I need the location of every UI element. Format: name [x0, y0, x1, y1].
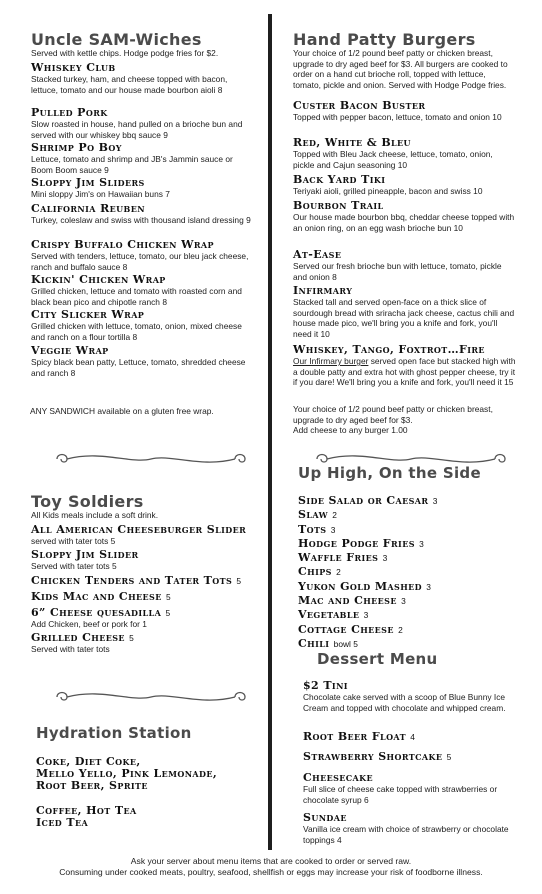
item-price: 5: [165, 608, 171, 618]
item-price: 2: [332, 510, 337, 521]
item-price: 5: [446, 752, 452, 762]
item-desc: Served with tenders, lettuce, tomato, our bleu jack cheese, ranch and buffalo sauce: [31, 251, 249, 272]
menu-item: [31, 107, 253, 140]
section-title-burgers: Hand Patty Burgers: [293, 30, 476, 49]
item-price: 8: [217, 84, 223, 95]
item-desc: Add Chicken, beef or pork for 1: [31, 619, 147, 629]
soft-drinks-line: Coke, Diet Coke,: [36, 755, 141, 768]
item-name: Kickin' Chicken Wrap: [31, 273, 166, 286]
item-price: 8: [162, 296, 167, 307]
item-name: Bourbon Trail: [293, 199, 384, 212]
item-desc: Our house made bourbon bbq, cheddar cheese topped with an onion ring, on an egg wash brioche bun: [293, 212, 515, 233]
menu-item: [31, 142, 253, 175]
menu-item: [31, 309, 253, 342]
cheese-note: Add cheese to any burger 1.00: [293, 425, 408, 435]
item-name: At-Ease: [293, 248, 342, 261]
footer-disclaimer: [0, 856, 542, 878]
item-price: 3: [330, 524, 336, 535]
item-price: 8: [132, 331, 138, 342]
item-price: 10: [397, 159, 408, 170]
item-desc: Served with tater tots: [31, 561, 110, 571]
item-price: 5: [110, 536, 116, 546]
item-desc: Served with tater tots: [31, 644, 110, 654]
menu-item: [303, 772, 519, 805]
item-name: Sloppy Jim Sliders: [31, 176, 145, 189]
list-item: Tots 3: [298, 522, 336, 536]
item-name: Whiskey Club: [31, 61, 116, 74]
item-price: 8: [122, 261, 128, 272]
soft-drinks-line: Root Beer, Sprite: [36, 779, 148, 792]
menu-item: [293, 174, 519, 197]
gluten-free-note: ANY SANDWICH available on a gluten free wrap.: [30, 406, 214, 416]
section-title-drinks: Hydration Station: [36, 724, 192, 742]
menu-item: [303, 731, 519, 743]
item-desc: Stacked turkey, ham, and cheese topped with bacon, lettuce, tomato and our house made bourbon aioli: [31, 74, 228, 95]
item-price: 3: [419, 538, 424, 549]
item-price: bowl 5: [333, 638, 358, 649]
burgers-subtitle: Your choice of 1/2 pound beef patty or chicken breast, upgrade to dry aged beef for $3. All burgers are cooked to order on a hand cut brioche roll, topped with lettuce, tomato, pickle and onion. Served with Hodge Podge fries.: [293, 48, 508, 90]
list-item: Slaw 2: [298, 508, 337, 522]
item-price: 7: [165, 189, 170, 199]
item-price: 10: [492, 112, 502, 122]
sides-list: [298, 494, 520, 651]
item-price: 8: [332, 271, 337, 282]
list-item: Side Salad or Caesar 3: [298, 494, 438, 507]
menu-item: [31, 203, 253, 226]
item-desc: Teriyaki aioli, grilled pineapple, bacon and swiss: [293, 186, 471, 196]
menu-item: [31, 177, 253, 200]
section-title-sandwiches: Uncle SAM-Wiches: [31, 30, 202, 49]
item-price: 3: [432, 496, 438, 506]
item-name: Back Yard Tiki: [293, 173, 386, 186]
menu-item: [293, 200, 515, 233]
menu-item: [31, 345, 253, 378]
menu-item: [31, 524, 257, 547]
item-name: $2 Tini: [303, 679, 348, 692]
item-name: Kids Mac and Cheese: [31, 590, 162, 603]
menu-item: [293, 137, 515, 170]
soft-drinks-list: [36, 756, 266, 792]
list-item: Hodge Podge Fries 3: [298, 536, 424, 550]
item-name: Veggie Wrap: [31, 344, 109, 357]
menu-item: [293, 285, 515, 339]
item-desc: Served our fresh brioche bun with lettuce, tomato, pickle and onion: [293, 261, 502, 282]
item-price: 3: [363, 610, 369, 621]
item-desc: Vanilla ice cream with choice of strawberry or chocolate toppings: [303, 824, 509, 845]
item-name: Root Beer Float: [303, 730, 406, 743]
menu-item: [293, 249, 515, 282]
item-name: Sundae: [303, 811, 347, 824]
menu-item: [31, 274, 253, 307]
list-item: Yukon Gold Mashed 3: [298, 579, 431, 593]
item-price: 4: [410, 732, 415, 742]
menu-item-special: [293, 344, 519, 388]
item-desc: Topped with Bleu Jack cheese, lettuce, tomato, onion, pickle and Cajun seasoning: [293, 149, 493, 170]
item-desc: Topped with pepper bacon, lettuce, tomato and onion: [293, 112, 490, 122]
item-name: Pulled Pork: [31, 106, 108, 119]
list-item: Vegetable 3: [298, 608, 369, 622]
item-desc: Mini sloppy Jim's on Hawaiian buns: [31, 189, 163, 199]
item-name: Cheesecake: [303, 771, 374, 784]
item-name: Sloppy Jim Slider: [31, 548, 139, 561]
kids-subtitle: All Kids meals include a soft drink.: [31, 510, 159, 520]
item-price: 5: [165, 592, 171, 602]
item-name: Whiskey, Tango, Foxtrot…Fire: [293, 343, 485, 356]
item-price: 10: [473, 186, 483, 196]
item-price: 2: [398, 624, 403, 635]
item-desc: Stacked tall and served open-face on a thick slice of sourdough bread with sriracha jack cheese, cactus chili and house made pico, we'll bring you a knife and fork, you'll need it: [293, 297, 515, 339]
infirmary-reference: Our Infirmary burger: [293, 356, 369, 366]
item-price: 9: [246, 215, 251, 225]
sandwiches-subtitle: Served with kettle chips. Hodge podge fries for $2.: [31, 48, 219, 58]
item-price: 15: [504, 377, 514, 388]
list-item: Chili bowl 5: [298, 636, 358, 650]
list-item: Waffle Fries 3: [298, 551, 388, 565]
item-name: Crispy Buffalo Chicken Wrap: [31, 238, 214, 251]
menu-item: [31, 591, 253, 603]
swirl-ornament-icon: [51, 448, 251, 470]
item-name: California Reuben: [31, 202, 145, 215]
item-desc: served with tater tots: [31, 536, 109, 546]
hot-drinks-line: Iced Tea: [36, 816, 89, 829]
item-price: 5: [112, 561, 117, 571]
list-item: Cottage Cheese 2: [298, 622, 403, 636]
item-name: Strawberry Shortcake: [303, 750, 443, 763]
soft-drinks-line: Mello Yello, Pink Lemonade,: [36, 767, 218, 780]
item-name: 6” Cheese quesadilla: [31, 606, 162, 619]
item-desc: Spicy black bean patty, Lettuce, tomato, shredded cheese and ranch: [31, 357, 246, 378]
item-price: 3: [426, 581, 431, 592]
item-price: 10: [320, 328, 330, 339]
item-price: 9: [163, 129, 168, 140]
item-desc: Grilled chicken, lettuce and tomato with roasted corn and black bean pico and chipotle ranch: [31, 286, 242, 307]
item-name: Custer Bacon Buster: [293, 99, 426, 112]
section-title-kids: Toy Soldiers: [31, 492, 144, 511]
column-divider: [268, 14, 272, 850]
list-item: Mac and Cheese 3: [298, 594, 406, 608]
item-desc: Slow roasted in house, hand pulled on a brioche bun and served with our whiskey bbq sauce: [31, 119, 243, 140]
item-name: Infirmary: [293, 284, 353, 297]
menu-item: [31, 632, 253, 655]
hot-drinks-line: Coffee, Hot Tea: [36, 804, 137, 817]
burger-note: Your choice of 1/2 pound beef patty or chicken breast, upgrade to dry aged beef for $3.: [293, 404, 493, 425]
menu-item: [31, 239, 253, 272]
menu-item: [293, 100, 515, 123]
section-title-sides: Up High, On the Side: [298, 464, 481, 482]
item-name: Grilled Cheese: [31, 631, 125, 644]
menu-item: [31, 607, 253, 630]
swirl-ornament-icon: [51, 686, 251, 708]
item-price: 8: [70, 367, 76, 378]
item-desc: Grilled chicken with lettuce, tomato, onion, mixed cheese and ranch on a flour tortilla: [31, 321, 242, 342]
footer-line: Ask your server about menu items that are cooked to order or served raw.: [130, 856, 412, 866]
item-desc: served open face but stacked high with a double patty and extra hot with ghost pepper cheese, try it if you dare! We'll bring you a knife and fork, you'll need it: [293, 356, 516, 388]
item-price: 5: [236, 576, 242, 586]
item-price: 9: [104, 164, 109, 175]
item-price: 2: [336, 567, 341, 578]
item-price: 3: [382, 553, 388, 564]
item-price: 4: [337, 834, 342, 845]
item-name: Shrimp Po Boy: [31, 141, 122, 154]
item-price: 3: [401, 596, 406, 607]
menu-item: [303, 751, 519, 763]
item-price: 10: [453, 222, 463, 233]
item-price: 6: [364, 794, 369, 805]
item-desc: Lettuce, tomato and shrimp and JB's Jammin sauce or Boom Boom sauce: [31, 154, 233, 175]
item-desc: Full slice of cheese cake topped with strawberries or chocolate syrup: [303, 784, 498, 805]
menu-item: [31, 62, 253, 95]
menu-item: [303, 812, 519, 845]
item-name: City Slicker Wrap: [31, 308, 145, 321]
footer-line: Consuming under cooked meats, poultry, seafood, shellfish or eggs may increase your risk of foodborne illness.: [59, 867, 483, 877]
hot-drinks-list: [36, 805, 266, 829]
item-name: Chicken Tenders and Tater Tots: [31, 574, 233, 587]
item-desc: Turkey, coleslaw and swiss with thousand island dressing: [31, 215, 244, 225]
section-title-desserts: Dessert Menu: [317, 650, 438, 668]
item-desc: Chocolate cake served with a scoop of Blue Bunny Ice Cream and topped with chocolate and whipped cream.: [303, 692, 506, 713]
list-item: Chips 2: [298, 565, 341, 579]
menu-item: [31, 549, 253, 572]
menu-item: [303, 680, 519, 713]
item-name: Red, White & Bleu: [293, 136, 411, 149]
item-price: 5: [129, 633, 134, 643]
menu-item: [31, 575, 257, 587]
item-name: All American Cheeseburger Slider: [31, 523, 247, 536]
